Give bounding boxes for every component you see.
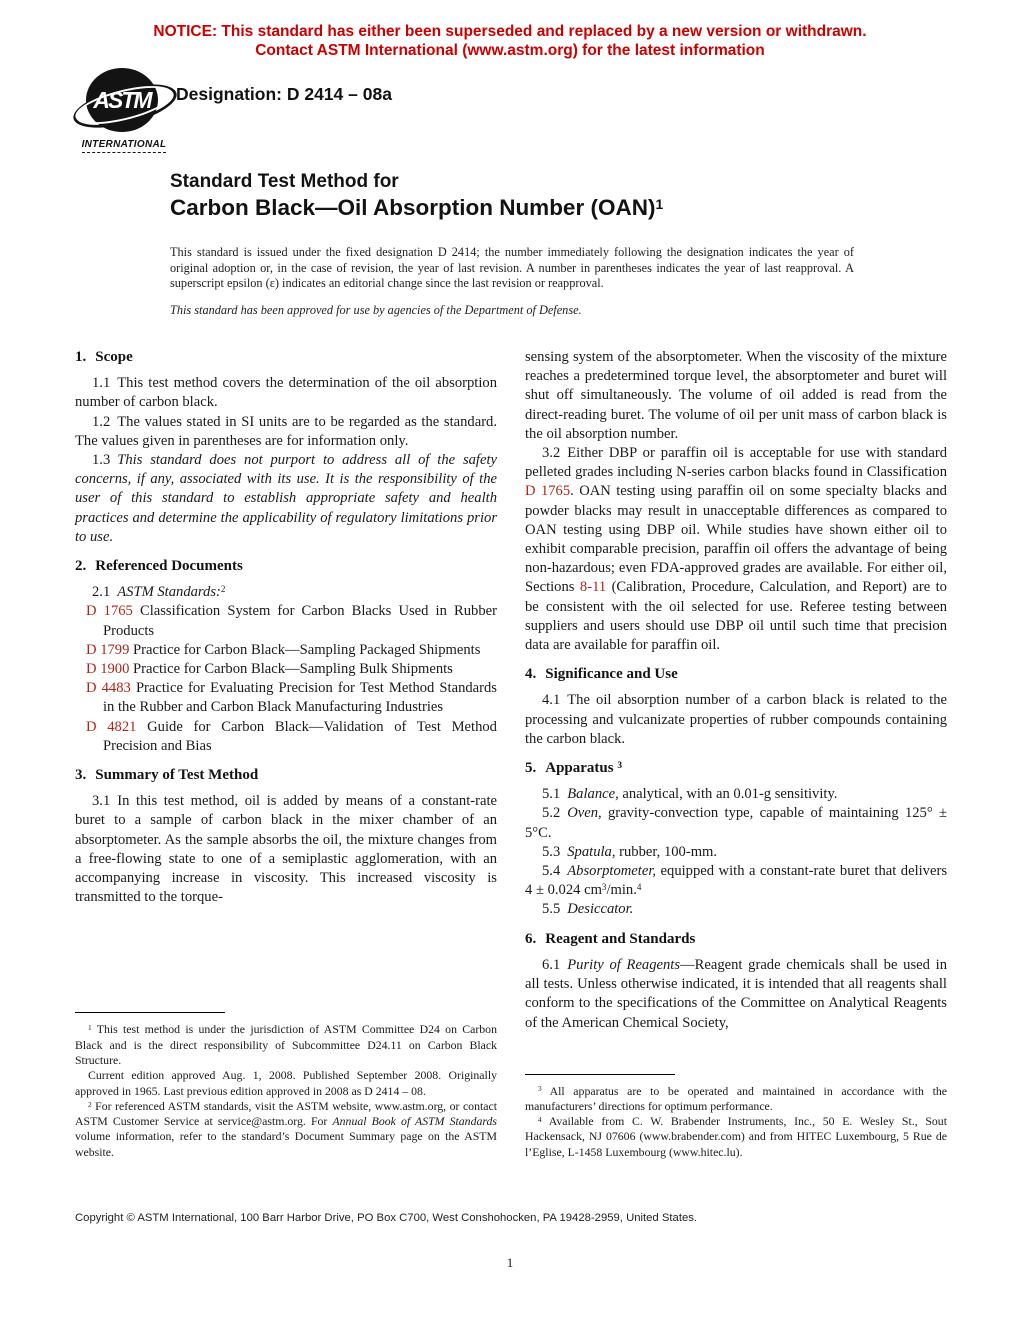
footnote-rule-left	[75, 1012, 225, 1013]
footnote-ref-3: 3	[617, 760, 623, 771]
right-column	[525, 348, 947, 1160]
footnote-2: $^2$ For referenced ASTM standards, visit the ASTM website, www.astm.org, or contact ASTM Customer Service at service@astm.org. For Annual Book of ASTM Standards volume information, refer to the standard’s Document Summary page on the ASTM website.	[75, 1098, 498, 1159]
paragraph-6-1: 6.1 Purity of Reagents—Reagent grade chemicals shall be used in all tests. Unless otherwise indicated, it is intended that all reagents shall conform to the specifications of the Committee on Analytical Reagents of the American Chemical Society,	[525, 956, 947, 1031]
astm-logo	[74, 68, 174, 153]
page-number: 1	[506, 1255, 514, 1270]
notice-line-1: NOTICE: This standard has either been superseded and replaced by a new version or withdrawn.	[153, 23, 867, 40]
paragraph-3-2: 3.2 Either DBP or paraffin oil is acceptable for use with standard pelleted grades including N-series carbon blacks found in Classification D 1765. OAN testing using paraffin oil on some specialty blacks and powder blacks may result in unacceptable differences as compared to OAN testing using DBP oil. While studies have shown either oil to exhibit comparable precision, paraffin oil offers the advantage of being non-hazardous; even FDA-approved grades are available. For either oil, Sections 8-11 (Calibration, Procedure, Calculation, and Report) are to be consistent with the oil selected for use. Referee testing between suppliers and users should use DBP oil until such time that precision data are available for paraffin oil.	[525, 445, 947, 654]
title-line-1: Standard Test Method for	[170, 171, 399, 192]
ref-link-d1765-inline[interactable]: D 1765	[525, 483, 571, 500]
paragraph-3-1-left: 3.1 In this test method, oil is added by means of a constant-rate buret to a sample of carbon black in the mixer chamber of an absorptometer. As the sample absorbs the oil, the mixture changes from a free-flowing state to one of a semiplastic agglomeration, with an accompanying increase in viscosity. This increased viscosity is transmitted to the torque-	[75, 793, 497, 906]
paragraph-1-2: 1.2 The values stated in SI units are to be regarded as the standard. The values given in parentheses are for information only.	[75, 413, 497, 449]
title-block	[170, 170, 663, 222]
paragraph-2-1: 2.1 ASTM Standards:$^2$	[92, 584, 226, 601]
paragraph-5-2: 5.2 Oven, gravity-convection type, capable of maintaining 125° ± 5°C.	[525, 805, 947, 841]
ref-item-d1799: D 1799 Practice for Carbon Black—Sampling Packaged Shipments	[86, 641, 481, 658]
ref-item-d4483: D 4483 Practice for Evaluating Precision for Test Method Standards in the Rubber and Carbon Black Manufacturing Industries	[86, 680, 497, 716]
paragraph-3-1-right: sensing system of the absorptometer. When the viscosity of the mixture reaches a predetermined torque level, the absorptometer and buret will shut off simultaneously. The volume of oil added is read from the direct-reading buret. The volume of oil per unit mass of carbon black is the oil absorption number.	[525, 349, 947, 442]
section-6-heading: 6. Reagent and Standards	[525, 930, 696, 947]
page-title: Carbon Black—Oil Absorption Number (OAN)$^1$	[170, 195, 664, 220]
footnotes-right	[525, 1074, 947, 1160]
ref-link-d1900[interactable]: D 1900	[86, 661, 130, 678]
supersession-notice	[0, 22, 1020, 60]
astm-logo-mark-icon	[74, 68, 174, 134]
section-3-heading: 3. Summary of Test Method	[75, 767, 259, 784]
paragraph-5-3: 5.3 Spatula, rubber, 100-mm.	[542, 843, 718, 860]
footnote-ref-4: 4	[636, 882, 642, 893]
issue-statement: This standard is issued under the fixed designation D 2414; the number immediately following the designation indicates the year of original adoption or, in the case of revision, the year of last revision. A number in parentheses indicates the year of last reapproval. A superscript epsilon (ε) indicates an editorial change since the last revision or reapproval.	[170, 245, 854, 291]
title-footnote-ref: 1	[655, 195, 664, 212]
ref-item-d1900: D 1900 Practice for Carbon Black—Sampling Bulk Shipments	[86, 661, 453, 678]
dod-approval-line: This standard has been approved for use by agencies of the Department of Defense.	[170, 303, 582, 317]
section-1-heading: 1. Scope	[75, 349, 133, 365]
footnote-ref-2: 2	[220, 584, 226, 595]
footnote-3: $^3$ All apparatus are to be operated and maintained in accordance with the manufacturers’ directions for optimum performance.	[525, 1083, 947, 1113]
notice-line-2: Contact ASTM International (www.astm.org) for the latest information	[255, 42, 765, 59]
logo-astm-text: ASTM	[93, 86, 151, 113]
section-2-heading: 2. Referenced Documents	[75, 558, 243, 575]
sections-8-11-link[interactable]: 8-11	[579, 579, 607, 596]
left-column	[75, 348, 497, 1160]
paragraph-4-1: 4.1 The oil absorption number of a carbon black is related to the processing and vulcanizate properties of rubber compounds containing the carbon black.	[525, 692, 947, 747]
designation: Designation: D 2414 – 08a	[176, 84, 392, 104]
paragraph-5-5: 5.5 Desiccator.	[542, 901, 634, 918]
body-columns	[75, 348, 947, 1160]
paragraph-5-1: 5.1 Balance, analytical, with an 0.01-g sensitivity.	[542, 786, 838, 803]
paragraph-5-4: 5.4 Absorptometer, equipped with a constant-rate buret that delivers 4 ± 0.024 $cm^3/\min.^4$	[525, 863, 947, 899]
footnote-4: $^4$ Available from C. W. Brabender Instruments, Inc., 50 E. Wesley St., Sout Hackensack, NJ 07606 (www.brabender.com) and from HITEC Luxembourg, 5 Rue de l’Eglise, L-1458 Luxembourg (www.hitec.lu).	[525, 1114, 947, 1159]
footnotes-left	[75, 1012, 497, 1160]
ref-link-d1765[interactable]: D 1765	[86, 603, 133, 620]
paragraph-1-3: 1.3 This standard does not purport to address all of the safety concerns, if any, associated with its use. It is the responsibility of the user of this standard to establish appropriate safety and health practices and determine the applicability of regulatory limitations prior to use.	[75, 452, 497, 545]
paragraph-1-1: 1.1 This test method covers the determination of the oil absorption number of carbon black.	[75, 375, 497, 411]
copyright-line: Copyright © ASTM International, 100 Barr Harbor Drive, PO Box C700, West Conshohocken, PA 19428-2959, United States.	[75, 1212, 698, 1224]
section-4-heading: 4. Significance and Use	[525, 666, 678, 683]
ref-link-d4483[interactable]: D 4483	[86, 680, 131, 697]
section-5-heading: 5. Apparatus $^3$	[525, 760, 623, 777]
ref-link-d1799[interactable]: D 1799	[86, 641, 130, 658]
ref-item-d1765: D 1765 Classification System for Carbon Blacks Used in Rubber Products	[86, 603, 497, 639]
footnote-1: $^1$ This test method is under the jurisdiction of ASTM Committee D24 on Carbon Black and is the direct responsibility of Subcommittee D24.11 on Carbon Black Structure.	[75, 1022, 497, 1067]
ref-item-d4821: D 4821 Guide for Carbon Black—Validation of Test Method Precision and Bias	[86, 718, 497, 754]
footnote-rule-right	[525, 1074, 675, 1075]
logo-international-text: INTERNATIONAL	[82, 139, 167, 153]
ref-link-d4821[interactable]: D 4821	[86, 718, 137, 735]
footnote-1-edition: Current edition approved Aug. 1, 2008. Published September 2008. Originally approved in 1965. Last previous edition approved in 2008 as D 2414 – 08.	[75, 1068, 497, 1098]
